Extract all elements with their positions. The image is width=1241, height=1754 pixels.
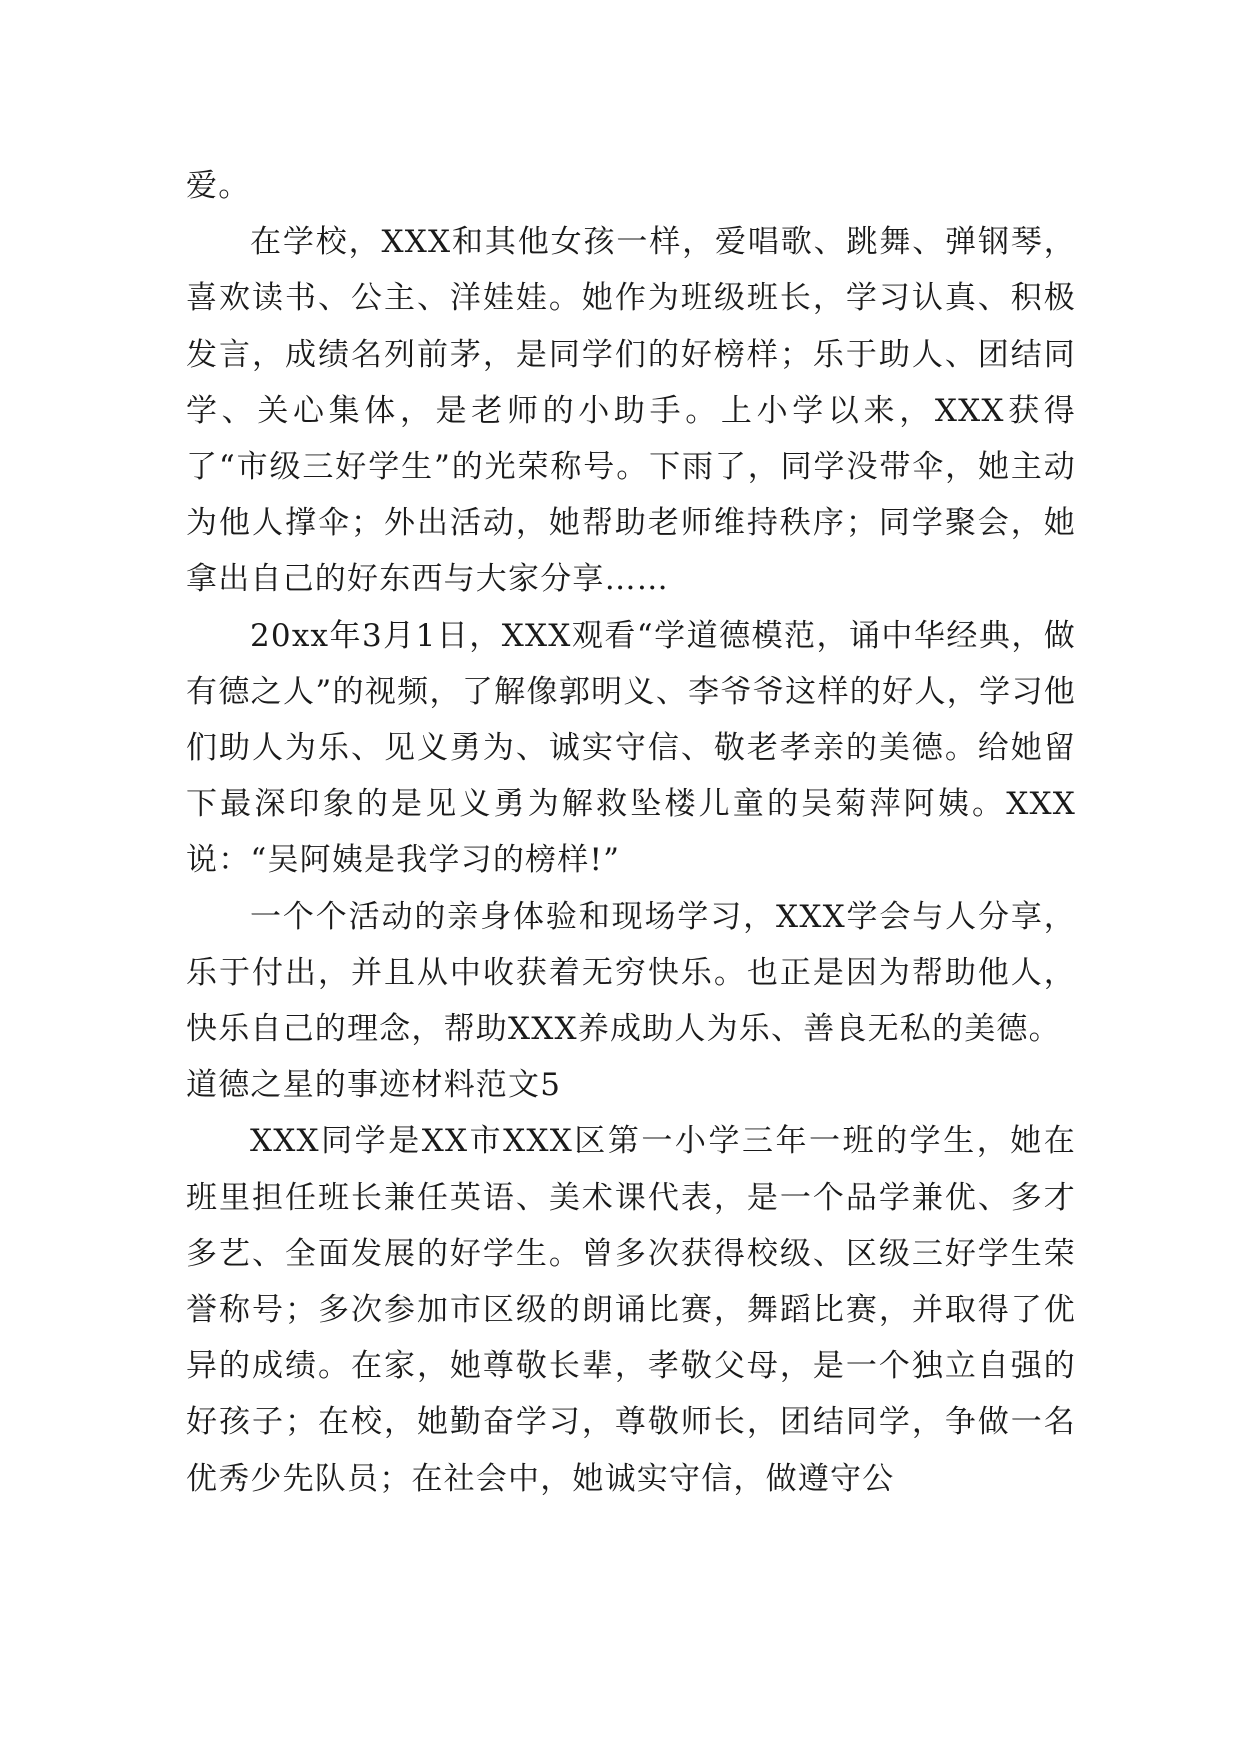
- paragraph-moral-video: 20xx年3月1日，XXX观看“学道德模范，诵中华经典，做有德之人”的视频，了解像郭明义、李爷爷这样的好人，学习他们助人为乐、见义勇为、诚实守信、敬老孝亲的美德。给她留下最深印象的是见义勇为解救坠楼儿童的吴菊萍阿姨。XXX说：“吴阿姨是我学习的榜样!”: [186, 617, 1076, 879]
- paragraph-continuation: 爱。: [186, 168, 251, 204]
- paragraph-sharing: 一个个活动的亲身体验和现场学习，XXX学会与人分享，乐于付出，并且从中收获着无穷快乐。也正是因为帮助他人，快乐自己的理念，帮助XXX养成助人为乐、善良无私的美德。: [186, 898, 1076, 1048]
- paragraph-school-life: 在学校，XXX和其他女孩一样，爱唱歌、跳舞、弹钢琴，喜欢读书、公主、洋娃娃。她作为班级班长，学习认真、积极发言，成绩名列前茅，是同学们的好榜样；乐于助人、团结同学、关心集体，是老师的小助手。上小学以来，XXX获得了“市级三好学生”的光荣称号。下雨了，同学没带伞，她主动为他人撑伞；外出活动，她帮助老师维持秩序；同学聚会，她拿出自己的好东西与大家分享……: [186, 224, 1076, 598]
- document-body: [186, 158, 1076, 1507]
- paragraph-student-profile: XXX同学是XX市XXX区第一小学三年一班的学生，她在班里担任班长兼任英语、美术课代表，是一个品学兼优、多才多艺、全面发展的好学生。曾多次获得校级、区级三好学生荣誉称号；多次参加市区级的朗诵比赛，舞蹈比赛，并取得了优异的成绩。在家，她尊敬长辈，孝敬父母，是一个独立自强的好孩子；在校，她勤奋学习，尊敬师长，团结同学，争做一名优秀少先队员；在社会中，她诚实守信，做遵守公: [186, 1123, 1076, 1497]
- section-heading: 道德之星的事迹材料范文5: [186, 1067, 562, 1104]
